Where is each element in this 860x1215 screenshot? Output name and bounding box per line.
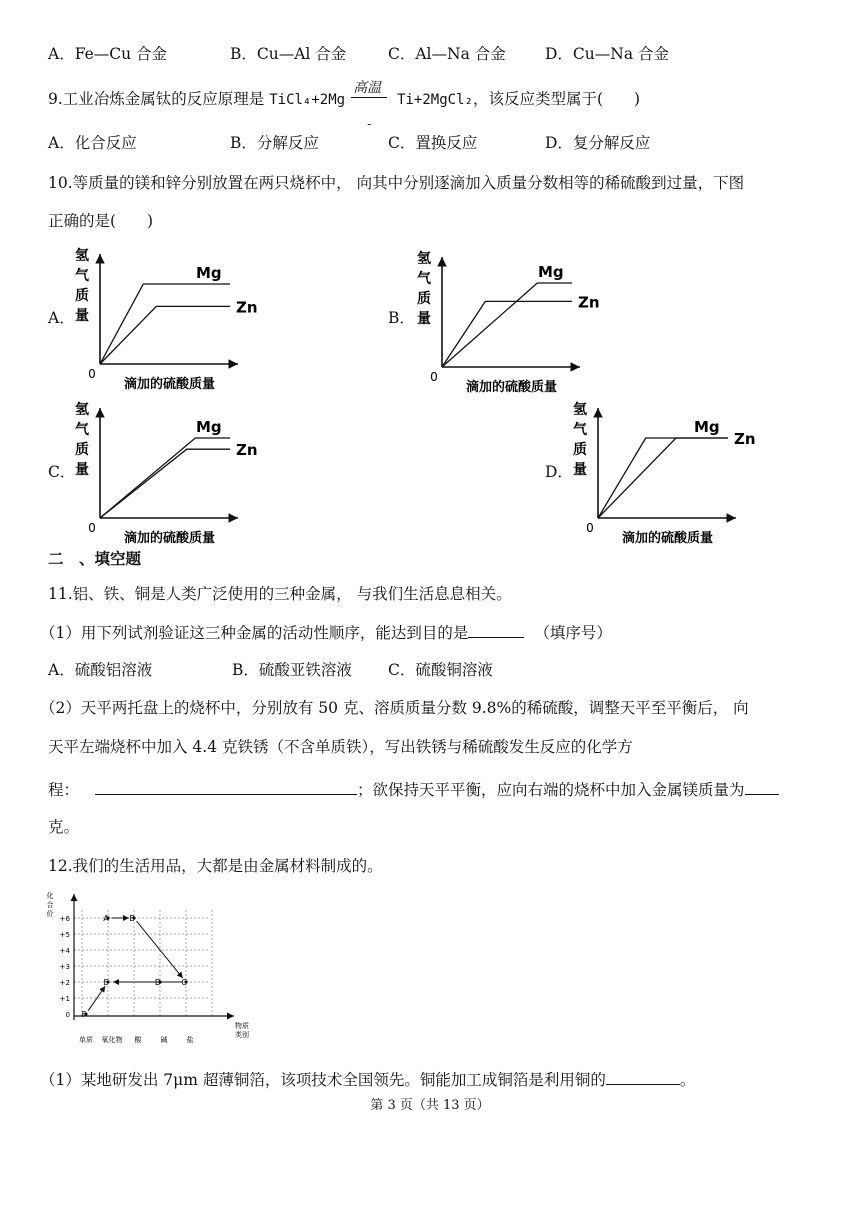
point-label-a: A [103, 914, 109, 923]
q11-part1 [40, 621, 612, 644]
q9-products: Ti+2MgCl₂ [397, 92, 473, 108]
y-tick-label: +3 [59, 963, 70, 971]
series-label-mg: Mg [196, 264, 222, 282]
section-title: 二 、填空题 [48, 550, 142, 568]
q11-part2-mid: ；欲保持天平平衡，应向右端的烧杯中加入金属镁质量为 [357, 781, 745, 799]
chart-valence-category [42, 886, 249, 1051]
series-label-zn: Zn [236, 298, 258, 317]
q12-part1-end: 。 [679, 1071, 696, 1089]
origin-label: 0 [88, 367, 96, 381]
x-axis-label-line1: 物质 [235, 1022, 249, 1030]
chart-option-a [70, 242, 258, 392]
point-label-d: D [154, 978, 162, 987]
q9-option-c: C．置换反应 [388, 134, 478, 152]
y-tick-label: +6 [59, 915, 70, 923]
y-axis-label-char: 合 [46, 901, 54, 909]
page-footer: 第 3 页（共 13 页） [370, 1098, 490, 1113]
series-line-zn [598, 438, 728, 518]
y-axis-label-char: 质 [573, 442, 587, 458]
y-axis-label-char: 气 [75, 268, 89, 284]
q9-option-b: B．分解反应 [230, 134, 319, 152]
q11-line1: 11.铝、铁、铜是人类广泛使用的三种金属， 与我们生活息息相关。 [48, 585, 512, 603]
y-tick-label: +2 [59, 979, 70, 987]
q8-option-d: D．Cu—Na 合金 [545, 45, 670, 63]
q11-equation-blank[interactable] [95, 778, 357, 795]
x-axis-label: 滴加的硫酸质量 [124, 377, 216, 392]
q12-part1-blank[interactable] [606, 1068, 680, 1085]
y-tick-label: 0 [65, 1011, 70, 1019]
series-line-zn [442, 301, 572, 367]
q9-suffix: ，该反应类型属于( ) [472, 90, 641, 108]
series-line-mg [442, 283, 572, 367]
series-label-mg: Mg [538, 263, 564, 281]
x-tick-label: 碱 [160, 1036, 168, 1044]
q9-condition-sign [347, 80, 395, 131]
q9-condition-mark: - [367, 117, 372, 131]
q11-part1-suffix: （填序号） [534, 624, 612, 642]
x-axis-label: 滴加的硫酸质量 [466, 380, 558, 395]
q11-part1-blank[interactable] [468, 621, 524, 638]
series-label-zn: Zn [236, 441, 258, 460]
series-label-zn: Zn [578, 293, 600, 312]
x-axis-label: 滴加的硫酸质量 [622, 531, 714, 546]
y-axis-label-char: 氢 [573, 402, 587, 418]
y-tick-label: +5 [59, 931, 70, 939]
y-axis-label-char: 量 [75, 462, 89, 478]
q9-prefix: 9.工业冶炼金属钛的反应原理是 [48, 90, 270, 108]
q11-mg-mass-blank[interactable] [745, 778, 779, 795]
q10-option-a-letter: A． [48, 309, 75, 327]
series-label-zn: Zn [734, 430, 756, 448]
origin-label: 0 [586, 521, 594, 535]
origin-label: 0 [430, 370, 438, 384]
arrow-f-e [88, 986, 105, 1011]
y-axis-label-char: 质 [75, 288, 89, 304]
y-axis-label-char: 量 [75, 308, 89, 324]
q11-option-a: A．硫酸铝溶液 [48, 661, 153, 679]
series-line-mg [100, 438, 230, 518]
y-axis-label-char: 气 [417, 271, 431, 287]
chart-option-d [568, 396, 756, 546]
y-axis-label-char: 量 [573, 462, 587, 478]
q12-line1: 12.我们的生活用品，大都是由金属材料制成的。 [48, 857, 383, 875]
x-tick-label: 酸 [134, 1036, 142, 1044]
q9-question [48, 80, 641, 131]
q9-reactants: TiCl₄+2Mg [269, 92, 346, 108]
q12-part1-text: （1）某地研发出 7μm 超薄铜箔，该项技术全国领先。铜能加工成铜箔是利用铜的 [40, 1071, 606, 1089]
q8-option-c: C．Al—Na 合金 [388, 45, 506, 63]
y-axis-label-char: 化 [46, 892, 54, 900]
q10-line2: 正确的是( ) [48, 212, 154, 230]
arrow-b-c [137, 921, 183, 978]
y-tick-label: +4 [59, 947, 70, 955]
point-label-b: B [129, 914, 135, 923]
q11-part1-text: （1）用下列试剂验证这三种金属的活动性顺序，能达到目的是 [40, 624, 469, 642]
q11-part2-line4: 克。 [48, 818, 80, 836]
point-label-e: E [103, 978, 109, 987]
series-label-mg: Mg [196, 418, 222, 436]
q10-line1: 10.等质量的镁和锌分别放置在两只烧杯中， 向其中分别逐滴加入质量分数相等的稀硫酸到过量，下图 [48, 174, 745, 192]
x-tick-label: 盐 [186, 1036, 194, 1044]
q8-option-a: A．Fe—Cu 合金 [48, 45, 168, 63]
q11-part2-line3 [48, 778, 779, 801]
y-axis-label-char: 量 [417, 311, 431, 327]
point-label-f: F [81, 1010, 87, 1019]
y-axis-label-char: 氢 [75, 248, 89, 264]
q11-part2-line1: （2）天平两托盘上的烧杯中，分别放有 50 克、溶质质量分数 9.8%的稀硫酸，调整天平至平衡后， 向 [40, 699, 749, 717]
point-label-c: C [181, 978, 187, 987]
series-line-zn [100, 449, 230, 518]
series-line-zn [100, 306, 230, 364]
x-axis-label-line2: 类别 [235, 1031, 249, 1039]
x-axis-label: 滴加的硫酸质量 [124, 531, 216, 546]
q9-option-d: D．复分解反应 [545, 134, 651, 152]
y-axis-label-char: 氢 [417, 251, 431, 267]
y-axis-label-char: 气 [573, 422, 587, 438]
x-tick-label: 氧化物 [101, 1036, 123, 1044]
q10-option-b-letter: B． [388, 309, 415, 327]
q9-condition: 高温 [353, 80, 382, 96]
origin-label: 0 [88, 521, 96, 535]
chart-option-b [412, 245, 600, 395]
y-axis-label-char: 气 [75, 422, 89, 438]
q11-equation-label: 程： [48, 781, 80, 799]
q9-condition-bar [351, 97, 387, 98]
q11-part2-line2: 天平左端烧杯中加入 4.4 克铁锈（不含单质铁），写出铁锈与稀硫酸发生反应的化学方 [48, 738, 633, 756]
q10-option-d-letter: D． [545, 463, 573, 481]
chart-option-c [70, 396, 258, 546]
q11-option-b: B．硫酸亚铁溶液 [232, 661, 352, 679]
q9-option-a: A．化合反应 [48, 134, 137, 152]
x-tick-label: 单质 [79, 1036, 93, 1044]
q12-part1 [40, 1068, 695, 1091]
series-line-mg [100, 284, 230, 364]
q8-option-b: B．Cu—Al 合金 [230, 45, 347, 63]
y-axis-label-char: 氢 [75, 402, 89, 418]
y-axis-label-char: 价 [46, 910, 54, 918]
y-axis-label-char: 质 [75, 442, 89, 458]
y-axis-label-char: 质 [417, 291, 431, 307]
q11-option-c: C．硫酸铜溶液 [388, 661, 493, 679]
series-line-mg [598, 438, 728, 518]
q10-option-c-letter: C． [48, 463, 76, 481]
y-tick-label: +1 [59, 995, 70, 1003]
series-label-mg: Mg [694, 418, 720, 436]
